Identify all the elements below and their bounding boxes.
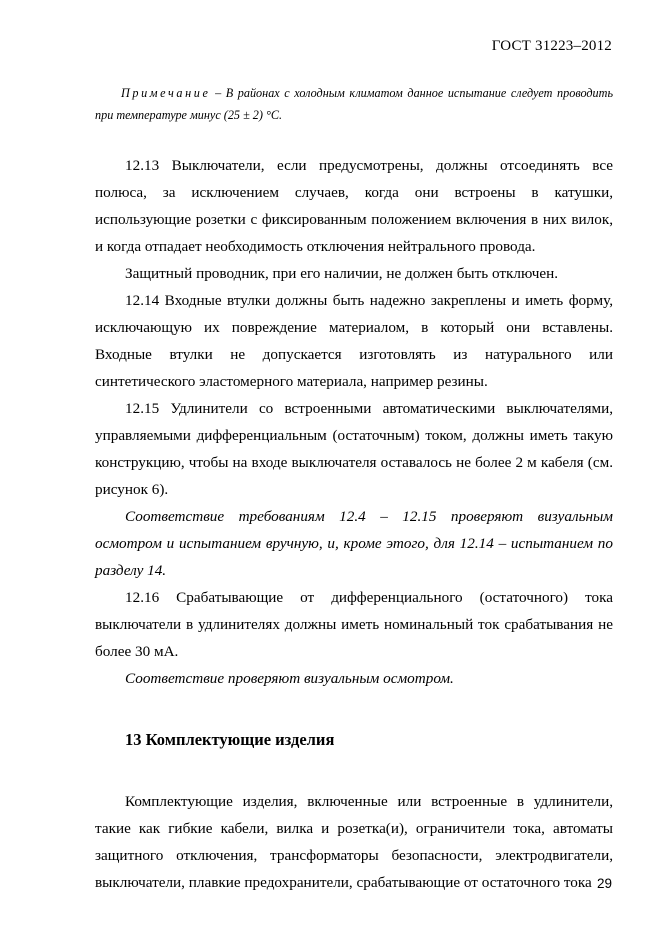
paragraph-12-15: 12.15 Удлинители со встроенными автоматическими выключателями, управляемыми дифференциальным (остаточным) током, должны иметь такую конструкцию, чтобы на входе выключателя оставалось не более 2 м кабеля (см. рисунок 6). xyxy=(95,400,613,498)
document-header: ГОСТ 31223–2012 xyxy=(491,38,612,54)
note-label: Примечание xyxy=(121,86,211,100)
paragraph-12-16: 12.16 Срабатывающие от дифференциального (остаточного) тока выключатели в удлинителях должны иметь номинальный ток срабатывания не более 30 мА. xyxy=(95,589,613,660)
note-text: – В районах с холодным климатом данное испытание следует проводить при температуре минус (25 ± 2) °С. xyxy=(95,86,613,122)
page-body xyxy=(95,82,613,896)
paragraph-12-13: 12.13 Выключатели, если предусмотрены, должны отсоединять все полюса, за исключением случаев, когда они встроены в катушки, использующие розетки с фиксированным положением включения в них вилок, и когда отпадает необходимость отключения нейтрального провода. xyxy=(95,157,613,255)
paragraph-protective-conductor: Защитный проводник, при его наличии, не должен быть отключен. xyxy=(125,265,559,282)
section-13-heading: 13 Комплектующие изделия xyxy=(125,730,335,749)
paragraph-compliance-visual: Соответствие проверяют визуальным осмотром. xyxy=(125,670,454,687)
page-number: 29 xyxy=(596,876,612,891)
note xyxy=(95,82,613,126)
paragraph-section-13: Комплектующие изделия, включенные или встроенные в удлинители, такие как гибкие кабели, вилка и розетка(и), ограничители тока, автоматы защитного отключения, трансформаторы безопасности, электродвигатели, выключатели, плавкие предохранители, срабатывающие от остаточного тока xyxy=(95,793,613,891)
paragraph-12-14: 12.14 Входные втулки должны быть надежно закреплены и иметь форму, исключающую их повреждение материалом, в который они вставлены. Входные втулки не допускается изготовлять из натурального или синтетического эластомерного материала, например резины. xyxy=(95,292,613,390)
paragraph-compliance-visual-manual: Соответствие требованиям 12.4 – 12.15 проверяют визуальным осмотром и испытанием вручную, и, кроме этого, для 12.14 – испытанием по разделу 14. xyxy=(95,508,613,579)
